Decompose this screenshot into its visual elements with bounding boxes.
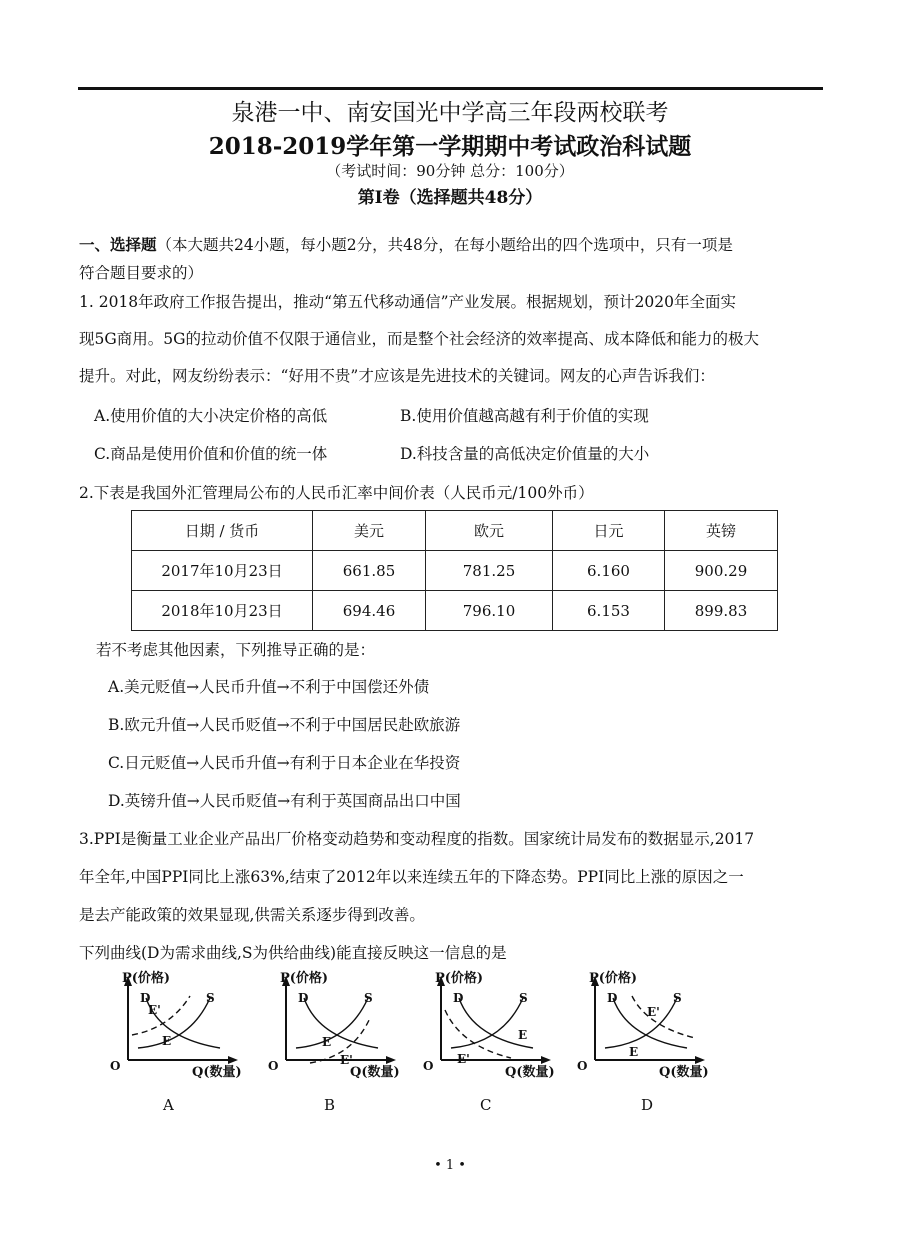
q1-option-c: C.商品是使用价值和价值的统一体 — [94, 445, 328, 463]
q1-line: 提升。对此，网友纷纷表示：“好用不贵”才应该是先进技术的关键词。网友的心声告诉我们： — [79, 367, 715, 385]
q2-option-c: C.日元贬值→人民币升值→有利于日本企业在华投资 — [108, 754, 461, 772]
graph-c-svg — [423, 968, 573, 1093]
graph-label-b: B — [324, 1096, 336, 1114]
table-cell: 694.46 — [313, 591, 426, 631]
y-axis-label: P(价格) — [435, 971, 484, 986]
table-cell: 899.83 — [665, 591, 778, 631]
supply-label: S — [519, 991, 528, 1005]
x-axis-label: Q(数量) — [192, 1065, 242, 1080]
new-equilibrium-label: E' — [647, 1005, 660, 1019]
exchange-rate-table — [131, 510, 778, 631]
graph-c — [423, 968, 573, 1113]
equilibrium-label: E — [322, 1035, 332, 1049]
equilibrium-label: E — [518, 1028, 528, 1042]
supply-label: S — [206, 991, 215, 1005]
section-heading — [79, 233, 733, 255]
q1-option-a: A.使用价值的大小决定价格的高低 — [94, 407, 328, 425]
x-axis-label: Q(数量) — [659, 1065, 709, 1080]
graph-label-a: A — [163, 1096, 174, 1114]
table-header-cell: 欧元 — [426, 511, 553, 551]
y-axis-label: P(价格) — [122, 971, 171, 986]
q2-prompt: 若不考虑其他因素，下列推导正确的是： — [96, 641, 376, 659]
equilibrium-label: E — [162, 1034, 172, 1048]
table-cell: 796.10 — [426, 591, 553, 631]
table-header-cell: 日期 / 货币 — [132, 511, 313, 551]
school-title: 泉港一中、南安国光中学高三年段两校联考 — [231, 100, 669, 126]
q2-option-b: B.欧元升值→人民币贬值→不利于中国居民赴欧旅游 — [108, 716, 461, 734]
y-axis-label: P(价格) — [280, 971, 329, 986]
q2-option-d: D.英镑升值→人民币贬值→有利于英国商品出口中国 — [108, 792, 461, 810]
exam-info: （考试时间：90分钟 总分：100分） — [326, 162, 574, 180]
q3-line: 年全年,中国PPI同比上涨63%,结束了2012年以来连续五年的下降态势。PPI同比上涨的原因之一 — [79, 868, 744, 886]
origin-label: O — [577, 1059, 588, 1073]
table-cell: 6.153 — [553, 591, 665, 631]
table-header-cell: 日元 — [553, 511, 665, 551]
q1-line: 现5G商用。5G的拉动价值不仅限于通信业，而是整个社会经济的效率提高、成本降低和能力的极大 — [79, 330, 759, 348]
x-axis-arrow-icon — [386, 1056, 396, 1064]
new-equilibrium-label: E' — [340, 1053, 353, 1067]
x-axis-label: Q(数量) — [505, 1065, 555, 1080]
table-cell: 2018年10月23日 — [132, 591, 313, 631]
graph-d — [577, 968, 727, 1113]
table-cell: 661.85 — [313, 551, 426, 591]
origin-label: O — [110, 1059, 121, 1073]
new-equilibrium-label: E' — [457, 1052, 470, 1066]
graph-b-svg — [268, 968, 418, 1093]
table-row — [132, 591, 778, 631]
q2-option-a: A.美元贬值→人民币升值→不利于中国偿还外债 — [108, 678, 430, 696]
section-heading-line2: 符合题目要求的） — [79, 264, 204, 282]
demand-label: D — [140, 991, 151, 1005]
page-number: • 1 • — [434, 1158, 466, 1173]
header-rule — [78, 87, 823, 90]
volume-title: 第Ⅰ卷（选择题共48分） — [357, 188, 543, 208]
x-axis-label: Q(数量) — [350, 1065, 400, 1080]
shifted-curve — [445, 1010, 511, 1058]
table-cell: 900.29 — [665, 551, 778, 591]
q1-line: 1. 2018年政府工作报告提出，推动“第五代移动通信”产业发展。根据规划，预计2020年全面实 — [79, 293, 736, 311]
q2-stem: 2.下表是我国外汇管理局公布的人民币汇率中间价表（人民币元/100外币） — [79, 484, 594, 502]
graph-d-svg — [577, 968, 727, 1093]
q3-line: 是去产能政策的效果显现,供需关系逐步得到改善。 — [79, 906, 425, 924]
new-equilibrium-label: E' — [148, 1003, 161, 1017]
table-header-cell: 美元 — [313, 511, 426, 551]
q1-option-b: B.使用价值越高越有利于价值的实现 — [400, 407, 649, 425]
exam-title: 2018-2019学年第一学期期中考试政治科试题 — [208, 133, 692, 160]
supply-label: S — [673, 991, 682, 1005]
demand-label: D — [298, 991, 309, 1005]
table-header-row — [132, 511, 778, 551]
graph-label-c: C — [480, 1096, 492, 1114]
origin-label: O — [423, 1059, 434, 1073]
graph-a — [110, 968, 260, 1113]
q3-line: 3.PPI是衡量工业企业产品出厂价格变动趋势和变动程度的指数。国家统计局发布的数据显示,2017 — [79, 830, 755, 848]
q1-option-d: D.科技含量的高低决定价值量的大小 — [400, 445, 650, 463]
graph-a-svg — [110, 968, 260, 1093]
section-heading-bold: 一、选择题 — [79, 235, 157, 254]
origin-label: O — [268, 1059, 279, 1073]
graph-label-d: D — [641, 1096, 654, 1114]
table-cell: 6.160 — [553, 551, 665, 591]
table-cell: 2017年10月23日 — [132, 551, 313, 591]
demand-label: D — [453, 991, 464, 1005]
table-cell: 781.25 — [426, 551, 553, 591]
x-axis-arrow-icon — [695, 1056, 705, 1064]
table-header-cell: 英镑 — [665, 511, 778, 551]
section-heading-text: （本大题共24小题，每小题2分，共48分，在每小题给出的四个选项中，只有一项是 — [156, 236, 733, 254]
y-axis-label: P(价格) — [589, 971, 638, 986]
q3-line: 下列曲线(D为需求曲线,S为供给曲线)能直接反映这一信息的是 — [79, 944, 507, 962]
table-row — [132, 551, 778, 591]
equilibrium-label: E — [629, 1045, 639, 1059]
x-axis-arrow-icon — [541, 1056, 551, 1064]
supply-label: S — [364, 991, 373, 1005]
graph-b — [268, 968, 418, 1113]
demand-label: D — [607, 991, 618, 1005]
x-axis-arrow-icon — [228, 1056, 238, 1064]
